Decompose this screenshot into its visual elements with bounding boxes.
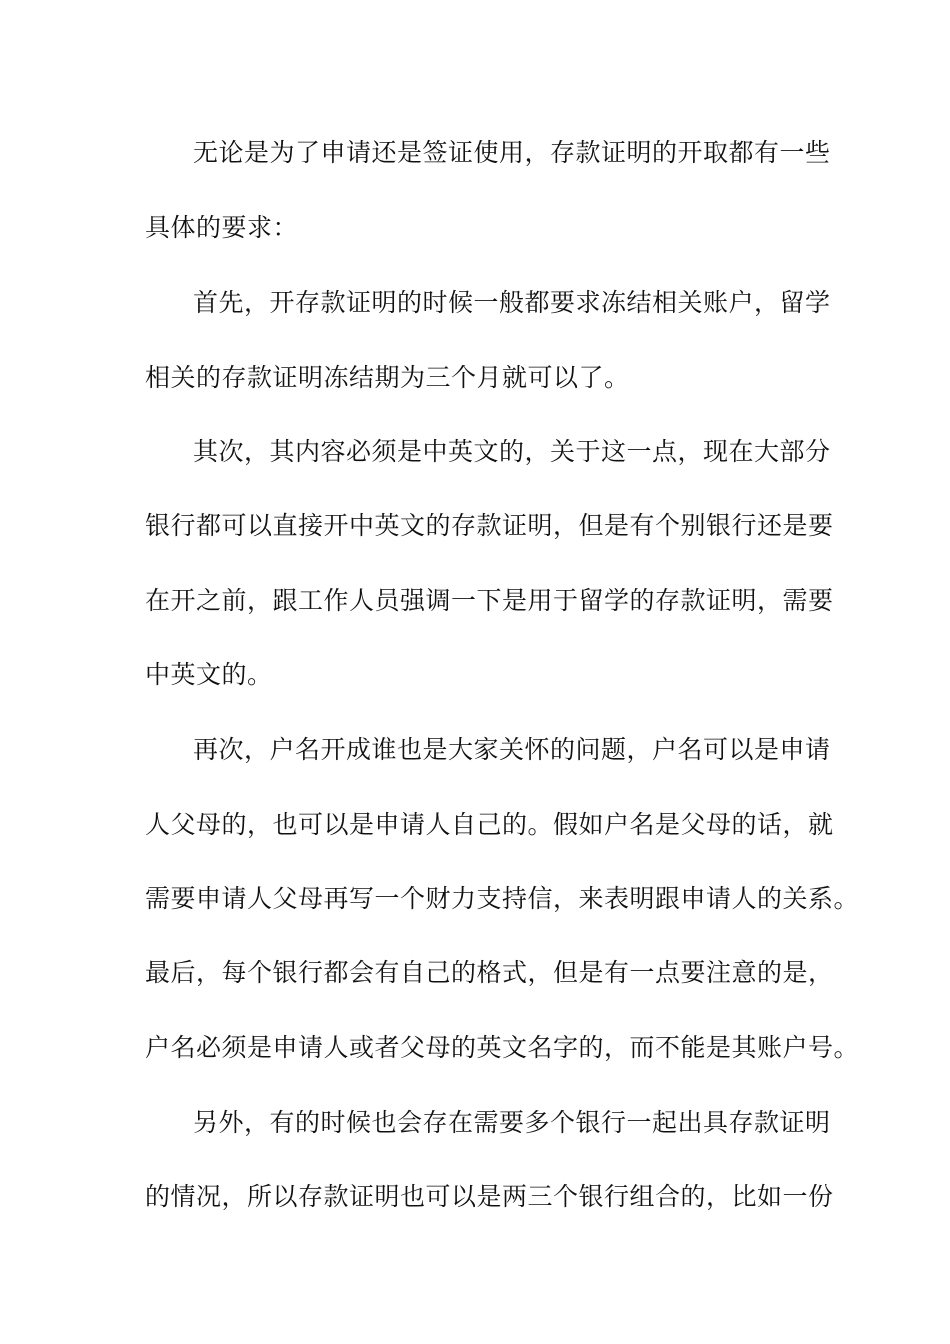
paragraph-3-line-1: 其次，其内容必须是中英文的，关于这一点，现在大部分: [193, 437, 831, 466]
paragraph-4-line-4: 最后，每个银行都会有自己的格式，但是有一点要注意的是，: [145, 958, 834, 987]
paragraph-4-line-2: 人父母的，也可以是申请人自己的。假如户名是父母的话，就: [145, 810, 834, 839]
paragraph-4-line-5: 户名必须是申请人或者父母的英文名字的，而不能是其账户号。: [145, 1033, 860, 1062]
paragraph-2-line-1: 首先，开存款证明的时候一般都要求冻结相关账户，留学: [193, 288, 831, 317]
paragraph-1-line-2: 具体的要求：: [145, 213, 299, 242]
paragraph-3-line-3: 在开之前，跟工作人员强调一下是用于留学的存款证明，需要: [145, 586, 834, 615]
paragraph-2-line-2: 相关的存款证明冻结期为三个月就可以了。: [145, 363, 630, 392]
paragraph-5-line-1: 另外，有的时候也会存在需要多个银行一起出具存款证明: [193, 1108, 831, 1137]
paragraph-4-line-1: 再次，户名开成谁也是大家关怀的问题，户名可以是申请: [193, 735, 831, 764]
paragraph-1-line-1: 无论是为了申请还是签证使用，存款证明的开取都有一些: [193, 138, 831, 167]
paragraph-3-line-2: 银行都可以直接开中英文的存款证明，但是有个别银行还是要: [145, 511, 834, 540]
paragraph-3-line-4: 中英文的。: [145, 660, 273, 689]
paragraph-5-line-2: 的情况，所以存款证明也可以是两三个银行组合的，比如一份: [145, 1182, 834, 1211]
paragraph-4-line-3: 需要申请人父母再写一个财力支持信，来表明跟申请人的关系。: [145, 884, 860, 913]
